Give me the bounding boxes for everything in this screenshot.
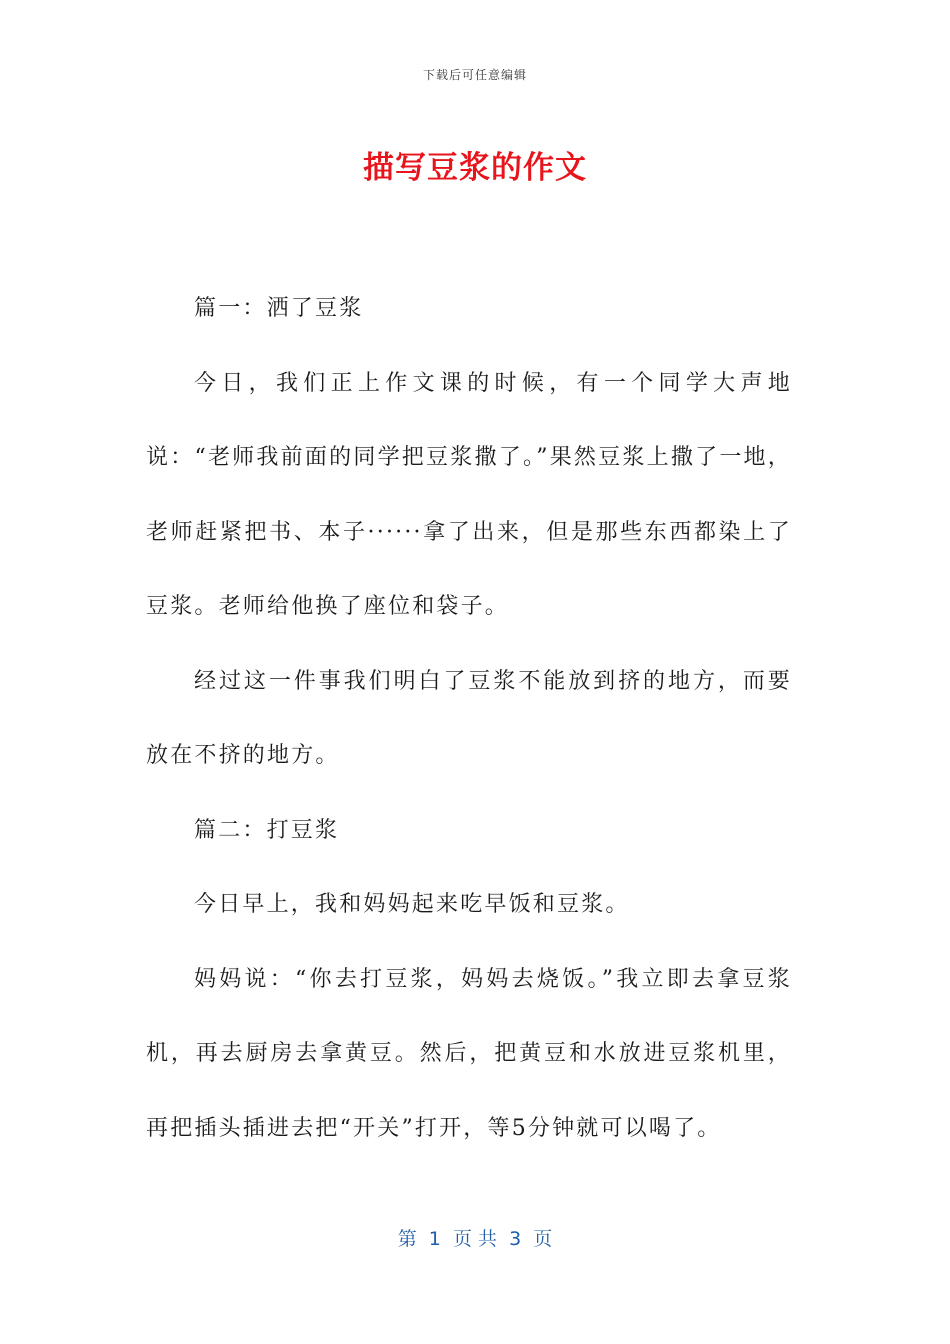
paragraph: 经过这一件事我们明白了豆浆不能放到挤的地方，而要放在不挤的地方。 xyxy=(146,668,792,768)
document-title: 描写豆浆的作文 xyxy=(363,150,587,186)
section-heading-1: 篇一：洒了豆浆 xyxy=(194,296,364,321)
document-body xyxy=(146,272,792,1166)
page-number-footer: 第 1 页 共 3 页 xyxy=(397,1228,553,1250)
header-note: 下载后可任意编辑 xyxy=(422,68,527,82)
paragraph: 今日，我们正上作文课的时候，有一个同学大声地说：“老师我前面的同学把豆浆撒了。”果然豆浆上撒了一地，老师赶紧把书、本子······拿了出来，但是那些东西都染上了豆浆。老师给他换了座位和袋子。 xyxy=(146,370,792,619)
section-heading-2: 篇二：打豆浆 xyxy=(194,817,340,843)
paragraph: 妈妈说：“你去打豆浆，妈妈去烧饭。”我立即去拿豆浆机，再去厨房去拿黄豆。然后，把黄豆和水放进豆浆机里，再把插头插进去把“开关”打开，等5分钟就可以喝了。 xyxy=(146,966,792,1141)
paragraph: 今日早上，我和妈妈起来吃早饭和豆浆。 xyxy=(194,892,630,917)
